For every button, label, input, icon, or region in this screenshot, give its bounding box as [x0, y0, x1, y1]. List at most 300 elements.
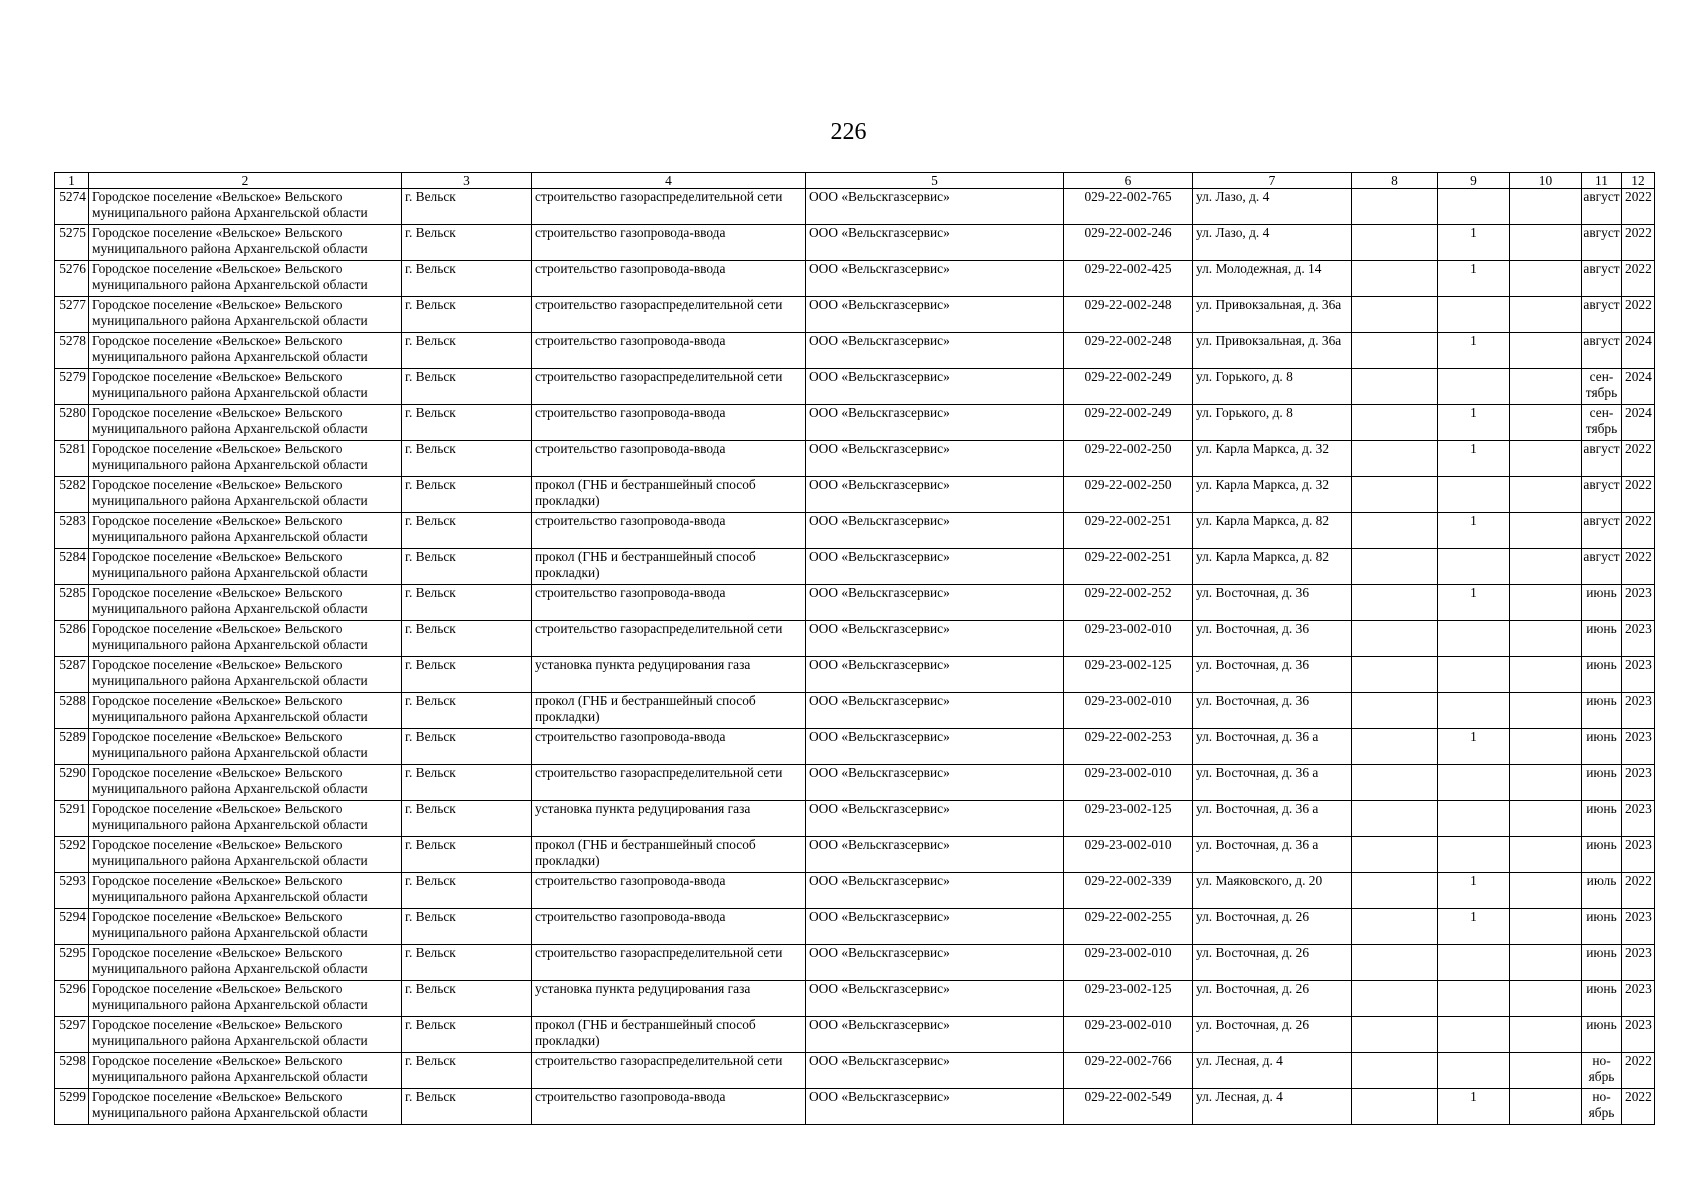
work-type-cell: строительство газораспределительной сети: [532, 189, 806, 225]
settlement-cell: Городское поселение «Вельское» Вельского муниципального района Архангельской области: [89, 621, 402, 657]
organization-cell: ООО «Вельскгазсервис»: [806, 369, 1064, 405]
object-code-cell: 029-23-002-010: [1064, 945, 1193, 981]
quantity-cell: 1: [1438, 1089, 1510, 1125]
month-cell: август: [1582, 297, 1622, 333]
quantity-cell: [1438, 549, 1510, 585]
address-cell: ул. Горького, д. 8: [1193, 369, 1352, 405]
row-number: 5290: [55, 765, 89, 801]
quantity-cell: 1: [1438, 873, 1510, 909]
work-type-cell: строительство газопровода-ввода: [532, 405, 806, 441]
col8-cell: [1352, 693, 1438, 729]
col8-cell: [1352, 729, 1438, 765]
object-code-cell: 029-22-002-250: [1064, 441, 1193, 477]
organization-cell: ООО «Вельскгазсервис»: [806, 1089, 1064, 1125]
year-cell: 2023: [1622, 765, 1655, 801]
address-cell: ул. Восточная, д. 26: [1193, 909, 1352, 945]
table-row: [55, 873, 1655, 909]
locality-cell: г. Вельск: [402, 369, 532, 405]
col10-cell: [1510, 297, 1582, 333]
address-cell: ул. Карла Маркса, д. 32: [1193, 441, 1352, 477]
object-code-cell: 029-22-002-248: [1064, 333, 1193, 369]
quantity-cell: [1438, 297, 1510, 333]
column-header: 6: [1064, 173, 1193, 189]
object-code-cell: 029-23-002-010: [1064, 1017, 1193, 1053]
settlement-cell: Городское поселение «Вельское» Вельского муниципального района Архангельской области: [89, 909, 402, 945]
address-cell: ул. Карла Маркса, д. 82: [1193, 513, 1352, 549]
object-code-cell: 029-23-002-125: [1064, 981, 1193, 1017]
object-code-cell: 029-22-002-549: [1064, 1089, 1193, 1125]
table-row: [55, 909, 1655, 945]
organization-cell: ООО «Вельскгазсервис»: [806, 405, 1064, 441]
col8-cell: [1352, 369, 1438, 405]
organization-cell: ООО «Вельскгазсервис»: [806, 873, 1064, 909]
address-cell: ул. Маяковского, д. 20: [1193, 873, 1352, 909]
row-number: 5279: [55, 369, 89, 405]
month-cell: июнь: [1582, 693, 1622, 729]
col10-cell: [1510, 1053, 1582, 1089]
locality-cell: г. Вельск: [402, 513, 532, 549]
organization-cell: ООО «Вельскгазсервис»: [806, 225, 1064, 261]
object-code-cell: 029-22-002-765: [1064, 189, 1193, 225]
year-cell: 2023: [1622, 729, 1655, 765]
quantity-cell: [1438, 1053, 1510, 1089]
column-header: 3: [402, 173, 532, 189]
year-cell: 2023: [1622, 1017, 1655, 1053]
settlement-cell: Городское поселение «Вельское» Вельского муниципального района Архангельской области: [89, 549, 402, 585]
column-header: 5: [806, 173, 1064, 189]
locality-cell: г. Вельск: [402, 549, 532, 585]
quantity-cell: [1438, 1017, 1510, 1053]
year-cell: 2022: [1622, 873, 1655, 909]
table-row: [55, 441, 1655, 477]
object-code-cell: 029-23-002-010: [1064, 693, 1193, 729]
object-code-cell: 029-22-002-251: [1064, 549, 1193, 585]
month-cell: июнь: [1582, 1017, 1622, 1053]
year-cell: 2023: [1622, 621, 1655, 657]
table-row: [55, 981, 1655, 1017]
row-number: 5294: [55, 909, 89, 945]
object-code-cell: 029-22-002-425: [1064, 261, 1193, 297]
locality-cell: г. Вельск: [402, 189, 532, 225]
col10-cell: [1510, 441, 1582, 477]
table-row: [55, 765, 1655, 801]
col10-cell: [1510, 693, 1582, 729]
settlement-cell: Городское поселение «Вельское» Вельского муниципального района Архангельской области: [89, 225, 402, 261]
table-row: [55, 621, 1655, 657]
month-cell: август: [1582, 333, 1622, 369]
quantity-cell: [1438, 693, 1510, 729]
object-code-cell: 029-22-002-249: [1064, 405, 1193, 441]
col10-cell: [1510, 657, 1582, 693]
object-code-cell: 029-22-002-339: [1064, 873, 1193, 909]
settlement-cell: Городское поселение «Вельское» Вельского муниципального района Архангельской области: [89, 981, 402, 1017]
month-cell: август: [1582, 441, 1622, 477]
row-number: 5282: [55, 477, 89, 513]
organization-cell: ООО «Вельскгазсервис»: [806, 297, 1064, 333]
table-row: [55, 513, 1655, 549]
year-cell: 2022: [1622, 297, 1655, 333]
work-type-cell: строительство газораспределительной сети: [532, 945, 806, 981]
locality-cell: г. Вельск: [402, 729, 532, 765]
address-cell: ул. Восточная, д. 36 а: [1193, 765, 1352, 801]
settlement-cell: Городское поселение «Вельское» Вельского муниципального района Архангельской области: [89, 765, 402, 801]
month-cell: август: [1582, 513, 1622, 549]
organization-cell: ООО «Вельскгазсервис»: [806, 909, 1064, 945]
object-code-cell: 029-22-002-255: [1064, 909, 1193, 945]
organization-cell: ООО «Вельскгазсервис»: [806, 189, 1064, 225]
table-row: [55, 297, 1655, 333]
col8-cell: [1352, 621, 1438, 657]
work-type-cell: строительство газопровода-ввода: [532, 873, 806, 909]
quantity-cell: [1438, 369, 1510, 405]
object-code-cell: 029-23-002-010: [1064, 837, 1193, 873]
col10-cell: [1510, 801, 1582, 837]
settlement-cell: Городское поселение «Вельское» Вельского муниципального района Архангельской области: [89, 261, 402, 297]
quantity-cell: [1438, 621, 1510, 657]
table-row: [55, 801, 1655, 837]
row-number: 5286: [55, 621, 89, 657]
settlement-cell: Городское поселение «Вельское» Вельского муниципального района Архангельской области: [89, 657, 402, 693]
col10-cell: [1510, 585, 1582, 621]
address-cell: ул. Восточная, д. 36 а: [1193, 837, 1352, 873]
address-cell: ул. Восточная, д. 36: [1193, 621, 1352, 657]
month-cell: июнь: [1582, 765, 1622, 801]
col8-cell: [1352, 801, 1438, 837]
work-type-cell: строительство газопровода-ввода: [532, 585, 806, 621]
year-cell: 2024: [1622, 369, 1655, 405]
organization-cell: ООО «Вельскгазсервис»: [806, 261, 1064, 297]
work-type-cell: строительство газопровода-ввода: [532, 261, 806, 297]
locality-cell: г. Вельск: [402, 873, 532, 909]
object-code-cell: 029-22-002-251: [1064, 513, 1193, 549]
address-cell: ул. Восточная, д. 26: [1193, 1017, 1352, 1053]
month-cell: июнь: [1582, 729, 1622, 765]
table-row: [55, 477, 1655, 513]
month-cell: июнь: [1582, 585, 1622, 621]
col8-cell: [1352, 837, 1438, 873]
col8-cell: [1352, 261, 1438, 297]
year-cell: 2023: [1622, 693, 1655, 729]
settlement-cell: Городское поселение «Вельское» Вельского муниципального района Архангельской области: [89, 369, 402, 405]
year-cell: 2023: [1622, 909, 1655, 945]
quantity-cell: 1: [1438, 225, 1510, 261]
table-row: [55, 549, 1655, 585]
address-cell: ул. Восточная, д. 36 а: [1193, 729, 1352, 765]
month-cell: но-ябрь: [1582, 1053, 1622, 1089]
settlement-cell: Городское поселение «Вельское» Вельского муниципального района Архангельской области: [89, 405, 402, 441]
organization-cell: ООО «Вельскгазсервис»: [806, 801, 1064, 837]
organization-cell: ООО «Вельскгазсервис»: [806, 657, 1064, 693]
object-code-cell: 029-22-002-248: [1064, 297, 1193, 333]
col10-cell: [1510, 621, 1582, 657]
address-cell: ул. Восточная, д. 36 а: [1193, 801, 1352, 837]
column-header: 11: [1582, 173, 1622, 189]
locality-cell: г. Вельск: [402, 981, 532, 1017]
row-number: 5298: [55, 1053, 89, 1089]
locality-cell: г. Вельск: [402, 837, 532, 873]
organization-cell: ООО «Вельскгазсервис»: [806, 513, 1064, 549]
col8-cell: [1352, 549, 1438, 585]
year-cell: 2023: [1622, 801, 1655, 837]
locality-cell: г. Вельск: [402, 1089, 532, 1125]
col8-cell: [1352, 1053, 1438, 1089]
settlement-cell: Городское поселение «Вельское» Вельского муниципального района Архангельской области: [89, 945, 402, 981]
work-type-cell: строительство газораспределительной сети: [532, 1053, 806, 1089]
table-row: [55, 405, 1655, 441]
month-cell: сен-тябрь: [1582, 405, 1622, 441]
registry-table: [54, 172, 1655, 1125]
row-number: 5297: [55, 1017, 89, 1053]
row-number: 5274: [55, 189, 89, 225]
table-row: [55, 225, 1655, 261]
object-code-cell: 029-22-002-253: [1064, 729, 1193, 765]
table-row: [55, 585, 1655, 621]
organization-cell: ООО «Вельскгазсервис»: [806, 1053, 1064, 1089]
table-row: [55, 657, 1655, 693]
work-type-cell: строительство газопровода-ввода: [532, 1089, 806, 1125]
work-type-cell: прокол (ГНБ и бестраншейный способ прокладки): [532, 837, 806, 873]
address-cell: ул. Карла Маркса, д. 82: [1193, 549, 1352, 585]
col10-cell: [1510, 189, 1582, 225]
work-type-cell: установка пункта редуцирования газа: [532, 801, 806, 837]
locality-cell: г. Вельск: [402, 693, 532, 729]
col10-cell: [1510, 261, 1582, 297]
locality-cell: г. Вельск: [402, 1053, 532, 1089]
object-code-cell: 029-23-002-125: [1064, 657, 1193, 693]
locality-cell: г. Вельск: [402, 585, 532, 621]
col10-cell: [1510, 837, 1582, 873]
quantity-cell: [1438, 837, 1510, 873]
address-cell: ул. Восточная, д. 36: [1193, 657, 1352, 693]
locality-cell: г. Вельск: [402, 945, 532, 981]
year-cell: 2022: [1622, 225, 1655, 261]
row-number: 5276: [55, 261, 89, 297]
year-cell: 2022: [1622, 1089, 1655, 1125]
object-code-cell: 029-22-002-246: [1064, 225, 1193, 261]
column-header: 2: [89, 173, 402, 189]
organization-cell: ООО «Вельскгазсервис»: [806, 945, 1064, 981]
month-cell: август: [1582, 549, 1622, 585]
work-type-cell: строительство газопровода-ввода: [532, 513, 806, 549]
col10-cell: [1510, 1017, 1582, 1053]
column-header: 1: [55, 173, 89, 189]
table-body: [55, 189, 1655, 1125]
locality-cell: г. Вельск: [402, 1017, 532, 1053]
work-type-cell: установка пункта редуцирования газа: [532, 981, 806, 1017]
work-type-cell: строительство газопровода-ввода: [532, 225, 806, 261]
quantity-cell: 1: [1438, 909, 1510, 945]
table-row: [55, 1017, 1655, 1053]
locality-cell: г. Вельск: [402, 621, 532, 657]
organization-cell: ООО «Вельскгазсервис»: [806, 765, 1064, 801]
quantity-cell: 1: [1438, 585, 1510, 621]
row-number: 5275: [55, 225, 89, 261]
table-row: [55, 1053, 1655, 1089]
settlement-cell: Городское поселение «Вельское» Вельского муниципального района Архангельской области: [89, 837, 402, 873]
quantity-cell: 1: [1438, 729, 1510, 765]
object-code-cell: 029-22-002-250: [1064, 477, 1193, 513]
settlement-cell: Городское поселение «Вельское» Вельского муниципального района Архангельской области: [89, 801, 402, 837]
col10-cell: [1510, 549, 1582, 585]
object-code-cell: 029-22-002-766: [1064, 1053, 1193, 1089]
row-number: 5292: [55, 837, 89, 873]
work-type-cell: прокол (ГНБ и бестраншейный способ прокладки): [532, 549, 806, 585]
row-number: 5284: [55, 549, 89, 585]
month-cell: но-ябрь: [1582, 1089, 1622, 1125]
col10-cell: [1510, 225, 1582, 261]
quantity-cell: [1438, 189, 1510, 225]
settlement-cell: Городское поселение «Вельское» Вельского муниципального района Архангельской области: [89, 693, 402, 729]
col10-cell: [1510, 477, 1582, 513]
quantity-cell: [1438, 477, 1510, 513]
organization-cell: ООО «Вельскгазсервис»: [806, 981, 1064, 1017]
col10-cell: [1510, 765, 1582, 801]
year-cell: 2024: [1622, 405, 1655, 441]
work-type-cell: строительство газораспределительной сети: [532, 765, 806, 801]
month-cell: июнь: [1582, 837, 1622, 873]
row-number: 5289: [55, 729, 89, 765]
month-cell: август: [1582, 261, 1622, 297]
address-cell: ул. Восточная, д. 26: [1193, 945, 1352, 981]
page-number: 226: [830, 119, 867, 145]
year-cell: 2022: [1622, 261, 1655, 297]
table-row: [55, 837, 1655, 873]
year-cell: 2023: [1622, 945, 1655, 981]
col10-cell: [1510, 369, 1582, 405]
month-cell: июнь: [1582, 945, 1622, 981]
col8-cell: [1352, 405, 1438, 441]
settlement-cell: Городское поселение «Вельское» Вельского муниципального района Архангельской области: [89, 441, 402, 477]
quantity-cell: 1: [1438, 441, 1510, 477]
row-number: 5291: [55, 801, 89, 837]
row-number: 5293: [55, 873, 89, 909]
address-cell: ул. Восточная, д. 36: [1193, 693, 1352, 729]
month-cell: июнь: [1582, 657, 1622, 693]
col8-cell: [1352, 477, 1438, 513]
col8-cell: [1352, 225, 1438, 261]
locality-cell: г. Вельск: [402, 225, 532, 261]
work-type-cell: прокол (ГНБ и бестраншейный способ прокладки): [532, 1017, 806, 1053]
row-number: 5296: [55, 981, 89, 1017]
quantity-cell: [1438, 801, 1510, 837]
organization-cell: ООО «Вельскгазсервис»: [806, 585, 1064, 621]
locality-cell: г. Вельск: [402, 333, 532, 369]
quantity-cell: 1: [1438, 261, 1510, 297]
locality-cell: г. Вельск: [402, 657, 532, 693]
year-cell: 2022: [1622, 513, 1655, 549]
work-type-cell: строительство газопровода-ввода: [532, 909, 806, 945]
settlement-cell: Городское поселение «Вельское» Вельского муниципального района Архангельской области: [89, 1017, 402, 1053]
settlement-cell: Городское поселение «Вельское» Вельского муниципального района Архангельской области: [89, 477, 402, 513]
col10-cell: [1510, 873, 1582, 909]
object-code-cell: 029-23-002-010: [1064, 621, 1193, 657]
settlement-cell: Городское поселение «Вельское» Вельского муниципального района Архангельской области: [89, 1089, 402, 1125]
work-type-cell: прокол (ГНБ и бестраншейный способ прокладки): [532, 477, 806, 513]
col10-cell: [1510, 513, 1582, 549]
col8-cell: [1352, 585, 1438, 621]
settlement-cell: Городское поселение «Вельское» Вельского муниципального района Архангельской области: [89, 189, 402, 225]
month-cell: июнь: [1582, 909, 1622, 945]
col10-cell: [1510, 405, 1582, 441]
locality-cell: г. Вельск: [402, 765, 532, 801]
object-code-cell: 029-22-002-252: [1064, 585, 1193, 621]
organization-cell: ООО «Вельскгазсервис»: [806, 621, 1064, 657]
col8-cell: [1352, 513, 1438, 549]
year-cell: 2023: [1622, 657, 1655, 693]
locality-cell: г. Вельск: [402, 261, 532, 297]
col10-cell: [1510, 729, 1582, 765]
settlement-cell: Городское поселение «Вельское» Вельского муниципального района Архангельской области: [89, 873, 402, 909]
row-number: 5295: [55, 945, 89, 981]
month-cell: июль: [1582, 873, 1622, 909]
year-cell: 2022: [1622, 477, 1655, 513]
settlement-cell: Городское поселение «Вельское» Вельского муниципального района Архангельской области: [89, 1053, 402, 1089]
column-header: 9: [1438, 173, 1510, 189]
quantity-cell: [1438, 981, 1510, 1017]
year-cell: 2022: [1622, 441, 1655, 477]
locality-cell: г. Вельск: [402, 477, 532, 513]
row-number: 5277: [55, 297, 89, 333]
col8-cell: [1352, 981, 1438, 1017]
col8-cell: [1352, 1089, 1438, 1125]
quantity-cell: 1: [1438, 333, 1510, 369]
year-cell: 2024: [1622, 333, 1655, 369]
address-cell: ул. Лесная, д. 4: [1193, 1053, 1352, 1089]
object-code-cell: 029-23-002-125: [1064, 801, 1193, 837]
year-cell: 2022: [1622, 189, 1655, 225]
organization-cell: ООО «Вельскгазсервис»: [806, 729, 1064, 765]
month-cell: июнь: [1582, 981, 1622, 1017]
month-cell: август: [1582, 225, 1622, 261]
col10-cell: [1510, 1089, 1582, 1125]
settlement-cell: Городское поселение «Вельское» Вельского муниципального района Архангельской области: [89, 513, 402, 549]
work-type-cell: строительство газораспределительной сети: [532, 621, 806, 657]
table-row: [55, 693, 1655, 729]
col8-cell: [1352, 657, 1438, 693]
month-cell: сен-тябрь: [1582, 369, 1622, 405]
locality-cell: г. Вельск: [402, 441, 532, 477]
column-header: 12: [1622, 173, 1655, 189]
year-cell: 2023: [1622, 981, 1655, 1017]
column-header: 4: [532, 173, 806, 189]
quantity-cell: [1438, 765, 1510, 801]
col8-cell: [1352, 765, 1438, 801]
month-cell: август: [1582, 477, 1622, 513]
work-type-cell: установка пункта редуцирования газа: [532, 657, 806, 693]
col8-cell: [1352, 441, 1438, 477]
work-type-cell: строительство газопровода-ввода: [532, 441, 806, 477]
month-cell: июнь: [1582, 621, 1622, 657]
table-row: [55, 189, 1655, 225]
col8-cell: [1352, 873, 1438, 909]
locality-cell: г. Вельск: [402, 909, 532, 945]
address-cell: ул. Молодежная, д. 14: [1193, 261, 1352, 297]
organization-cell: ООО «Вельскгазсервис»: [806, 549, 1064, 585]
year-cell: 2023: [1622, 837, 1655, 873]
row-number: 5281: [55, 441, 89, 477]
column-header: 10: [1510, 173, 1582, 189]
col8-cell: [1352, 189, 1438, 225]
col10-cell: [1510, 909, 1582, 945]
address-cell: ул. Лазо, д. 4: [1193, 189, 1352, 225]
address-cell: ул. Лесная, д. 4: [1193, 1089, 1352, 1125]
address-cell: ул. Восточная, д. 36: [1193, 585, 1352, 621]
column-header: 8: [1352, 173, 1438, 189]
quantity-cell: 1: [1438, 513, 1510, 549]
year-cell: 2022: [1622, 549, 1655, 585]
work-type-cell: строительство газораспределительной сети: [532, 369, 806, 405]
locality-cell: г. Вельск: [402, 801, 532, 837]
